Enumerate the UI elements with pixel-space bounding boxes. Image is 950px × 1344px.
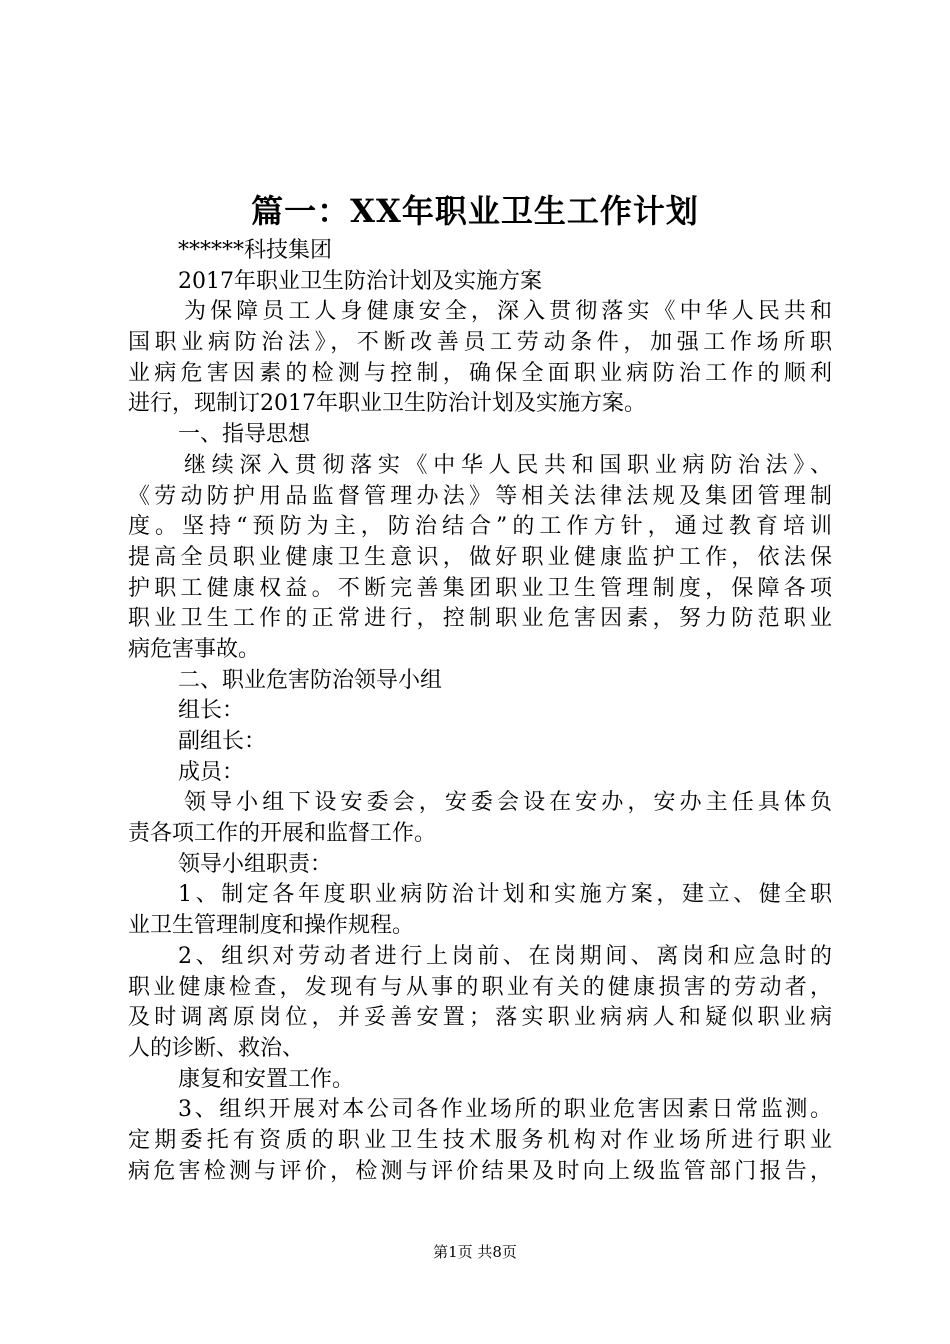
body-line: 病危害检测与评价，检测与评价结果及时向上级监管部门报告， [128, 1158, 832, 1184]
body-line: 病危害事故。 [128, 636, 261, 662]
body-line: 领导小组下设安委会，安委会设在安办，安办主任具体负 [184, 790, 832, 816]
body-line: 及时调离原岗位，并妥善安置；落实职业病病人和疑似职业病 [128, 1005, 832, 1031]
page-footer: 第1页 共8页 [433, 1243, 517, 1261]
body-line: 职业卫生工作的正常进行，控制职业危害因素，努力防范职业 [128, 606, 832, 632]
body-line: 业卫生管理制度和操作规程。 [128, 913, 415, 939]
body-line: 副组长： [178, 729, 267, 754]
body-line: 定期委托有资质的职业卫生技术服务机构对作业场所进行职业 [128, 1127, 832, 1153]
body-line: 责各项工作的开展和监督工作。 [128, 821, 437, 847]
body-line: 组长： [178, 698, 245, 724]
body-line: 一、指导思想 [178, 422, 311, 448]
body-line: 领导小组职责： [178, 851, 333, 877]
body-line: 护职工健康权益。不断完善集团职业卫生管理制度，保障各项 [128, 575, 832, 601]
body-line: 2017年职业卫生防治计划及实施方案 [178, 268, 542, 294]
body-line: ******科技集团 [178, 238, 333, 263]
body-line: 人的诊断、救治、 [128, 1035, 305, 1061]
document-body [128, 236, 832, 1187]
body-line: 进行，现制订2017年职业卫生防治计划及实施方案。 [128, 391, 646, 417]
body-line: 2、组织对劳动者进行上岗前、在岗期间、离岗和应急时的 [178, 943, 832, 969]
body-line: 康复和安置工作。 [178, 1066, 355, 1092]
body-line: 3、组织开展对本公司各作业场所的职业危害因素日常监测。 [178, 1097, 832, 1123]
body-line: 提高全员职业健康卫生意识，做好职业健康监护工作，依法保 [128, 544, 832, 570]
body-line: 国职业病防治法》，不断改善员工劳动条件，加强工作场所职 [128, 330, 832, 356]
body-line: 《劳动防护用品监督管理办法》等相关法律法规及集团管理制 [128, 483, 832, 509]
body-line: 继续深入贯彻落实《中华人民共和国职业病防治法》、 [184, 452, 832, 478]
body-line: 度。坚持“预防为主，防治结合”的工作方针，通过教育培训 [128, 514, 832, 540]
body-line: 业病危害因素的检测与控制，确保全面职业病防治工作的顺利 [128, 360, 832, 386]
body-line: 职业健康检查，发现有与从事的职业有关的健康损害的劳动者， [128, 974, 832, 1000]
body-line: 为保障员工人身健康安全，深入贯彻落实《中华人民共和 [184, 299, 832, 325]
body-line: 二、职业危害防治领导小组 [178, 667, 443, 693]
document-title: 篇一：XX年职业卫生工作计划 [251, 192, 699, 230]
body-line: 成员： [178, 759, 245, 785]
body-line: 1、制定各年度职业病防治计划和实施方案，建立、健全职 [178, 882, 832, 908]
